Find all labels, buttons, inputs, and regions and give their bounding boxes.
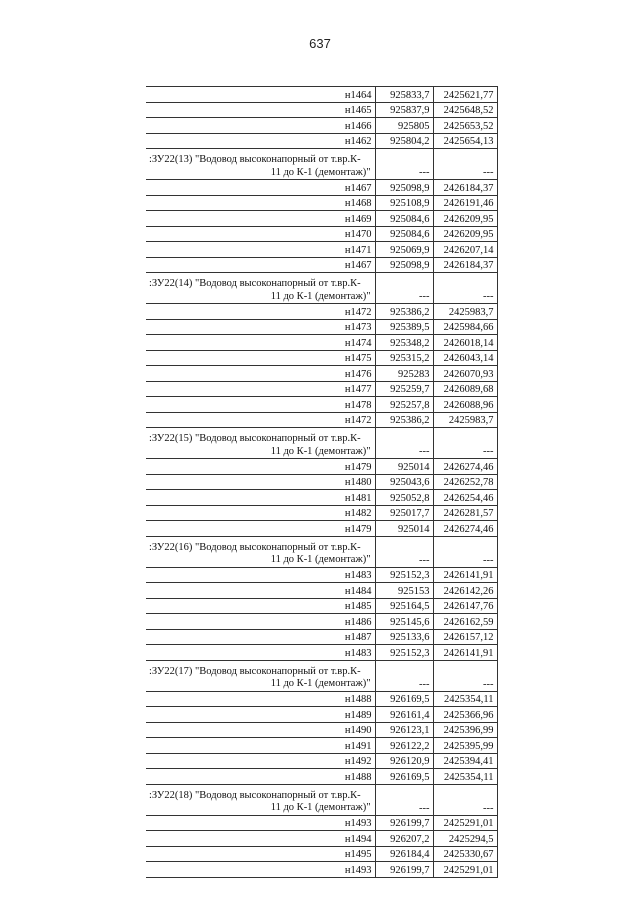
coordinate-y: 2426281,57 — [433, 505, 497, 521]
section-title — [146, 784, 375, 815]
coordinate-y: 2426209,95 — [433, 211, 497, 227]
coordinate-x: 926169,5 — [375, 691, 433, 707]
coordinate-x: 925283 — [375, 366, 433, 382]
point-name: н1488 — [146, 769, 375, 785]
table-row — [146, 350, 497, 366]
coordinate-x: 925257,8 — [375, 397, 433, 413]
coordinate-y: 2425366,96 — [433, 707, 497, 723]
point-name: н1479 — [146, 521, 375, 537]
section-y-placeholder: --- — [433, 273, 497, 304]
coordinate-x: 926207,2 — [375, 831, 433, 847]
coordinate-y: 2426147,76 — [433, 598, 497, 614]
point-name: н1485 — [146, 598, 375, 614]
section-title-line1: :ЗУ22(16) "Водовод высоконапорный от т.вр.К- — [149, 541, 361, 553]
section-title-line1: :ЗУ22(18) "Водовод высоконапорный от т.вр.К- — [149, 789, 361, 801]
coordinates-table-body — [146, 87, 497, 878]
coordinate-y: 2426252,78 — [433, 474, 497, 490]
point-name: н1495 — [146, 846, 375, 862]
point-name: н1467 — [146, 180, 375, 196]
section-title-line1: :ЗУ22(14) "Водовод высоконапорный от т.вр.К- — [149, 278, 361, 289]
section-y-placeholder: --- — [433, 660, 497, 691]
coordinate-y: 2425330,67 — [433, 846, 497, 862]
table-row — [146, 195, 497, 211]
section-y-placeholder: --- — [433, 784, 497, 815]
table-row — [146, 505, 497, 521]
section-title-line2: 11 до К-1 (демонтаж)" — [270, 290, 371, 302]
table-row — [146, 335, 497, 351]
coordinate-x: 925152,3 — [375, 645, 433, 661]
coordinate-x: 926161,4 — [375, 707, 433, 723]
coordinate-x: 925069,9 — [375, 242, 433, 258]
section-x-placeholder: --- — [375, 149, 433, 180]
point-name: н1491 — [146, 738, 375, 754]
coordinate-x: 925014 — [375, 521, 433, 537]
section-x-placeholder: --- — [375, 273, 433, 304]
section-header-row — [146, 428, 497, 459]
point-name: н1488 — [146, 691, 375, 707]
coordinate-x: 926199,7 — [375, 815, 433, 831]
coordinate-y: 2425654,13 — [433, 133, 497, 149]
point-name: н1469 — [146, 211, 375, 227]
section-title-line2: 11 до К-1 (демонтаж)" — [270, 678, 371, 689]
table-row — [146, 521, 497, 537]
coordinate-y: 2426209,95 — [433, 226, 497, 242]
table-row — [146, 319, 497, 335]
coordinate-x: 925108,9 — [375, 195, 433, 211]
point-name: н1473 — [146, 319, 375, 335]
coordinate-y: 2425653,52 — [433, 118, 497, 134]
section-title-line1: :ЗУ22(17) "Водовод высоконапорный от т.вр.К- — [149, 665, 361, 677]
coordinate-x: 925043,6 — [375, 474, 433, 490]
coordinate-y: 2426088,96 — [433, 397, 497, 413]
point-name: н1494 — [146, 831, 375, 847]
coordinate-x: 925145,6 — [375, 614, 433, 630]
coordinate-y: 2426141,91 — [433, 567, 497, 583]
coordinate-x: 925386,2 — [375, 304, 433, 320]
point-name: н1465 — [146, 102, 375, 118]
table-row — [146, 722, 497, 738]
coordinate-y: 2425621,77 — [433, 87, 497, 103]
coordinate-x: 926120,9 — [375, 753, 433, 769]
point-name: н1470 — [146, 226, 375, 242]
table-row — [146, 87, 497, 103]
table-row — [146, 846, 497, 862]
table-row — [146, 304, 497, 320]
point-name: н1481 — [146, 490, 375, 506]
coordinate-y: 2426254,46 — [433, 490, 497, 506]
point-name: н1487 — [146, 629, 375, 645]
table-row — [146, 645, 497, 661]
coordinate-x: 925315,2 — [375, 350, 433, 366]
table-row — [146, 490, 497, 506]
section-title — [146, 273, 375, 304]
table-row — [146, 459, 497, 475]
section-header-row — [146, 536, 497, 567]
section-y-placeholder: --- — [433, 536, 497, 567]
coordinate-x: 925833,7 — [375, 87, 433, 103]
point-name: н1468 — [146, 195, 375, 211]
table-row — [146, 583, 497, 599]
point-name: н1475 — [146, 350, 375, 366]
coordinate-x: 925259,7 — [375, 381, 433, 397]
section-header-row — [146, 660, 497, 691]
coordinate-x: 925084,6 — [375, 211, 433, 227]
section-title — [146, 149, 375, 180]
point-name: н1490 — [146, 722, 375, 738]
table-row — [146, 180, 497, 196]
section-header-row — [146, 149, 497, 180]
table-row — [146, 118, 497, 134]
section-title-line2: 11 до К-1 (демонтаж)" — [270, 166, 371, 178]
table-row — [146, 257, 497, 273]
table-row — [146, 412, 497, 428]
coordinate-x: 926122,2 — [375, 738, 433, 754]
section-x-placeholder: --- — [375, 536, 433, 567]
table-row — [146, 614, 497, 630]
coordinate-y: 2426157,12 — [433, 629, 497, 645]
table-row — [146, 629, 497, 645]
section-title-line2: 11 до К-1 (демонтаж)" — [270, 554, 371, 565]
coordinate-y: 2425983,7 — [433, 412, 497, 428]
coordinate-x: 926123,1 — [375, 722, 433, 738]
coordinate-x: 925014 — [375, 459, 433, 475]
coordinate-y: 2425395,99 — [433, 738, 497, 754]
coordinate-x: 925837,9 — [375, 102, 433, 118]
coordinate-x: 926184,4 — [375, 846, 433, 862]
table-row — [146, 769, 497, 785]
point-name: н1462 — [146, 133, 375, 149]
table-row — [146, 366, 497, 382]
table-row — [146, 707, 497, 723]
section-title — [146, 428, 375, 459]
table-row — [146, 242, 497, 258]
table-row — [146, 738, 497, 754]
table-row — [146, 211, 497, 227]
coordinate-y: 2425394,41 — [433, 753, 497, 769]
coordinate-y: 2426018,14 — [433, 335, 497, 351]
coordinate-y: 2425354,11 — [433, 769, 497, 785]
section-header-row — [146, 784, 497, 815]
coordinate-x: 925098,9 — [375, 257, 433, 273]
point-name: н1479 — [146, 459, 375, 475]
coordinate-y: 2425354,11 — [433, 691, 497, 707]
table-row — [146, 598, 497, 614]
table-row — [146, 862, 497, 878]
coordinate-y: 2426142,26 — [433, 583, 497, 599]
coordinate-x: 925389,5 — [375, 319, 433, 335]
coordinate-y: 2426274,46 — [433, 521, 497, 537]
table-row — [146, 226, 497, 242]
point-name: н1489 — [146, 707, 375, 723]
point-name: н1483 — [146, 567, 375, 583]
coordinate-y: 2426141,91 — [433, 645, 497, 661]
coordinate-y: 2426184,37 — [433, 257, 497, 273]
coordinate-x: 925084,6 — [375, 226, 433, 242]
section-x-placeholder: --- — [375, 784, 433, 815]
coordinate-x: 925805 — [375, 118, 433, 134]
section-header-row — [146, 273, 497, 304]
coordinate-x: 925133,6 — [375, 629, 433, 645]
section-title-line2: 11 до К-1 (демонтаж)" — [270, 802, 371, 813]
point-name: н1476 — [146, 366, 375, 382]
section-x-placeholder: --- — [375, 660, 433, 691]
point-name: н1474 — [146, 335, 375, 351]
coordinate-y: 2426089,68 — [433, 381, 497, 397]
coordinate-y: 2426043,14 — [433, 350, 497, 366]
point-name: н1482 — [146, 505, 375, 521]
coordinate-x: 925348,2 — [375, 335, 433, 351]
section-title-line1: :ЗУ22(15) "Водовод высоконапорный от т.вр.К- — [149, 433, 361, 444]
coordinate-x: 925052,8 — [375, 490, 433, 506]
coordinate-x: 926169,5 — [375, 769, 433, 785]
point-name: н1493 — [146, 815, 375, 831]
table-row — [146, 102, 497, 118]
table-row — [146, 753, 497, 769]
coordinate-y: 2426274,46 — [433, 459, 497, 475]
coordinate-y: 2425291,01 — [433, 815, 497, 831]
point-name: н1477 — [146, 381, 375, 397]
coordinate-y: 2426191,46 — [433, 195, 497, 211]
table-row — [146, 474, 497, 490]
coordinate-y: 2426162,59 — [433, 614, 497, 630]
section-title-line1: :ЗУ22(13) "Водовод высоконапорный от т.вр.К- — [149, 154, 361, 165]
coordinate-x: 925804,2 — [375, 133, 433, 149]
coordinate-x: 925017,7 — [375, 505, 433, 521]
table-row — [146, 381, 497, 397]
point-name: н1466 — [146, 118, 375, 134]
coordinates-table — [146, 86, 498, 878]
table-row — [146, 133, 497, 149]
point-name: н1480 — [146, 474, 375, 490]
section-title — [146, 660, 375, 691]
point-name: н1483 — [146, 645, 375, 661]
coordinate-x: 925152,3 — [375, 567, 433, 583]
coordinate-y: 2425984,66 — [433, 319, 497, 335]
table-row — [146, 831, 497, 847]
coordinate-x: 925153 — [375, 583, 433, 599]
page-number: 637 — [309, 36, 331, 51]
coordinate-x: 926199,7 — [375, 862, 433, 878]
table-row — [146, 397, 497, 413]
point-name: н1472 — [146, 304, 375, 320]
point-name: н1464 — [146, 87, 375, 103]
coordinate-x: 925386,2 — [375, 412, 433, 428]
point-name: н1492 — [146, 753, 375, 769]
section-y-placeholder: --- — [433, 149, 497, 180]
coordinate-y: 2425983,7 — [433, 304, 497, 320]
coordinate-y: 2426070,93 — [433, 366, 497, 382]
coordinate-y: 2425648,52 — [433, 102, 497, 118]
table-row — [146, 815, 497, 831]
section-title-line2: 11 до К-1 (демонтаж)" — [270, 445, 371, 457]
point-name: н1484 — [146, 583, 375, 599]
point-name: н1478 — [146, 397, 375, 413]
coordinate-y: 2425294,5 — [433, 831, 497, 847]
table-row — [146, 691, 497, 707]
section-x-placeholder: --- — [375, 428, 433, 459]
coordinate-y: 2426184,37 — [433, 180, 497, 196]
coordinate-x: 925164,5 — [375, 598, 433, 614]
table-row — [146, 567, 497, 583]
point-name: н1467 — [146, 257, 375, 273]
section-y-placeholder: --- — [433, 428, 497, 459]
point-name: н1486 — [146, 614, 375, 630]
coordinate-x: 925098,9 — [375, 180, 433, 196]
coordinate-y: 2426207,14 — [433, 242, 497, 258]
point-name: н1471 — [146, 242, 375, 258]
point-name: н1472 — [146, 412, 375, 428]
coordinate-y: 2425291,01 — [433, 862, 497, 878]
coordinate-y: 2425396,99 — [433, 722, 497, 738]
section-title — [146, 536, 375, 567]
point-name: н1493 — [146, 862, 375, 878]
